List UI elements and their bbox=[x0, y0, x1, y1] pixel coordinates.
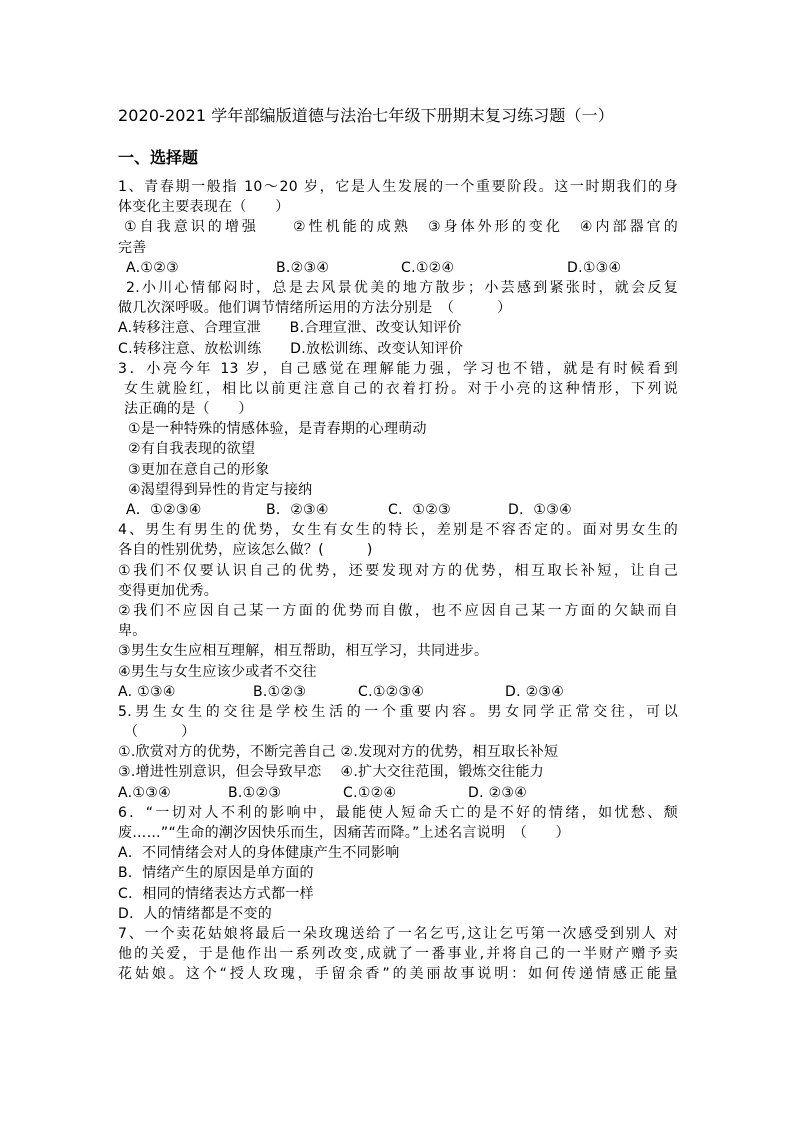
option-c: C.①②④ bbox=[343, 784, 397, 801]
statement: ③男生女生应相互理解，相互帮助，相互学习，共同进步。 bbox=[118, 643, 489, 660]
choice-b: B．情绪产生的原因是单方面的 bbox=[118, 865, 314, 882]
statement: ①是一种特殊的情感体验，是青春期的心理萌动 bbox=[128, 421, 427, 438]
question-4 bbox=[118, 520, 678, 702]
question-5 bbox=[118, 702, 678, 803]
question-text: 女生就脸红，相比以前更注意自己的衣着打扮。对于小亮的这种情形，下列说 bbox=[124, 380, 678, 397]
question-2 bbox=[118, 278, 678, 359]
question-text: 5.男生女生的交往是学校生活的一个重要内容。男女同学正常交往，可以 bbox=[118, 703, 678, 720]
option-b: B.①②③ bbox=[253, 683, 307, 700]
question-text: （ ） bbox=[124, 724, 196, 741]
question-text: 各自的性别优势，应该怎么做？( ) bbox=[118, 542, 373, 559]
option-c: C.①②③④ bbox=[358, 683, 425, 700]
answer-options bbox=[118, 682, 678, 702]
option-b: B.①②③ bbox=[228, 784, 282, 801]
question-text: 法正确的是（ ） bbox=[124, 401, 253, 418]
question-3 bbox=[118, 359, 678, 521]
question-text: 体变化主要表现在（ ） bbox=[118, 199, 290, 216]
question-text: 4、男生有男生的优势，女生有女生的特长，差别是不容否定的。面对男女生的 bbox=[118, 522, 678, 539]
statement: 变得更加优秀。 bbox=[118, 582, 219, 599]
statement: ④渴望得到异性的肯定与接纳 bbox=[128, 481, 313, 498]
statement: 完善 bbox=[118, 239, 147, 256]
statement: ②有自我表现的欲望 bbox=[128, 441, 256, 458]
question-6 bbox=[118, 803, 678, 924]
question-text: 6．“一切对人不利的影响中，最能使人短命夭亡的是不好的情绪，如忧愁、颓 bbox=[118, 804, 678, 821]
statement: ①我们不仅要认识自己的优势，还要发现对方的优势，相互取长补短，让自己 bbox=[118, 562, 678, 579]
question-text: 2.小川心情郁闷时，总是去风景优美的地方散步；小芸感到紧张时，就会反复 bbox=[126, 279, 678, 296]
statement: ①自我意识的增强 ②性机能的成熟 ③身体外形的变化 ④内部器官的 bbox=[124, 219, 678, 236]
statement: ④男生与女生应该少或者不交往 bbox=[118, 663, 317, 680]
statement: ③更加在意自己的形象 bbox=[128, 461, 270, 478]
option-row: A.转移注意、合理宣泄 B.合理宣泄、改变认知评价 bbox=[118, 320, 462, 337]
option-d: D.①③④ bbox=[567, 259, 622, 276]
option-c: C.①②④ bbox=[401, 259, 455, 276]
document-title: 2020-2021 学年部编版道德与法治七年级下册期末复习练习题（一） bbox=[118, 106, 614, 125]
question-text: 做几次深呼吸。他们调节情绪所运用的方法分别是 （ ） bbox=[118, 300, 512, 317]
question-list bbox=[118, 177, 678, 985]
option-a: A．①②③④ bbox=[126, 502, 202, 518]
question-text: 花姑娘。这个“授人玫瑰，手留余香”的美丽故事说明：如何传递情感正能量 bbox=[118, 966, 678, 983]
statement: ③.增进性别意识，但会导致早恋 ④.扩大交往范围，锻炼交往能力 bbox=[118, 764, 545, 781]
option-row: C.转移注意、放松训练 D.放松训练、改变认知评价 bbox=[118, 340, 464, 357]
option-a: A.①③④ bbox=[118, 784, 171, 801]
question-text: 1、青春期一般指 10～20 岁，它是人生发展的一个重要阶段。这一时期我们的身 bbox=[118, 179, 678, 195]
section-heading: 一、选择题 bbox=[118, 148, 199, 167]
question-1 bbox=[118, 177, 678, 278]
option-b: B.②③④ bbox=[276, 259, 330, 276]
option-d: D. ②③④ bbox=[505, 683, 565, 700]
statement: ①.欣赏对方的优势，不断完善自己 ②.发现对方的优势，相互取长补短 bbox=[118, 744, 559, 761]
question-text: 7、一个卖花姑娘将最后一朵玫瑰送给了一名乞丐,这让乞丐第一次感受到别人 对 bbox=[118, 925, 678, 942]
statement: ②我们不应因自己某一方面的优势而自傲，也不应因自己某一方面的欠缺而自 bbox=[118, 602, 678, 619]
answer-options bbox=[118, 258, 678, 278]
option-c: C．①②③ bbox=[388, 502, 451, 518]
statement: 卑。 bbox=[118, 623, 147, 640]
option-a: A. ①③④ bbox=[118, 683, 176, 700]
choice-a: A．不同情绪会对人的身体健康产生不同影响 bbox=[118, 845, 400, 862]
option-b: B．②③④ bbox=[266, 502, 329, 518]
option-d: D. ②③④ bbox=[468, 784, 528, 801]
option-a: A.①②③ bbox=[126, 259, 179, 276]
question-text: 他的关爱，于是他作出一系列改变,成就了一番事业,并将自己的一半财产赠予卖 bbox=[118, 946, 678, 963]
answer-options bbox=[118, 783, 678, 803]
question-7 bbox=[118, 924, 678, 985]
choice-c: C．相同的情绪表达方式都一样 bbox=[118, 885, 314, 902]
answer-options bbox=[118, 500, 678, 520]
choice-d: D．人的情绪都是不变的 bbox=[118, 905, 273, 922]
option-d: D．①③④ bbox=[508, 502, 572, 518]
question-text: 3．小亮今年 13 岁，自己感觉在理解能力强，学习也不错，就是有时候看到 bbox=[118, 360, 678, 377]
question-text: 废……”“生命的潮汐因快乐而生，因痛苦而降。”上述名言说明 （ ） bbox=[118, 825, 570, 841]
